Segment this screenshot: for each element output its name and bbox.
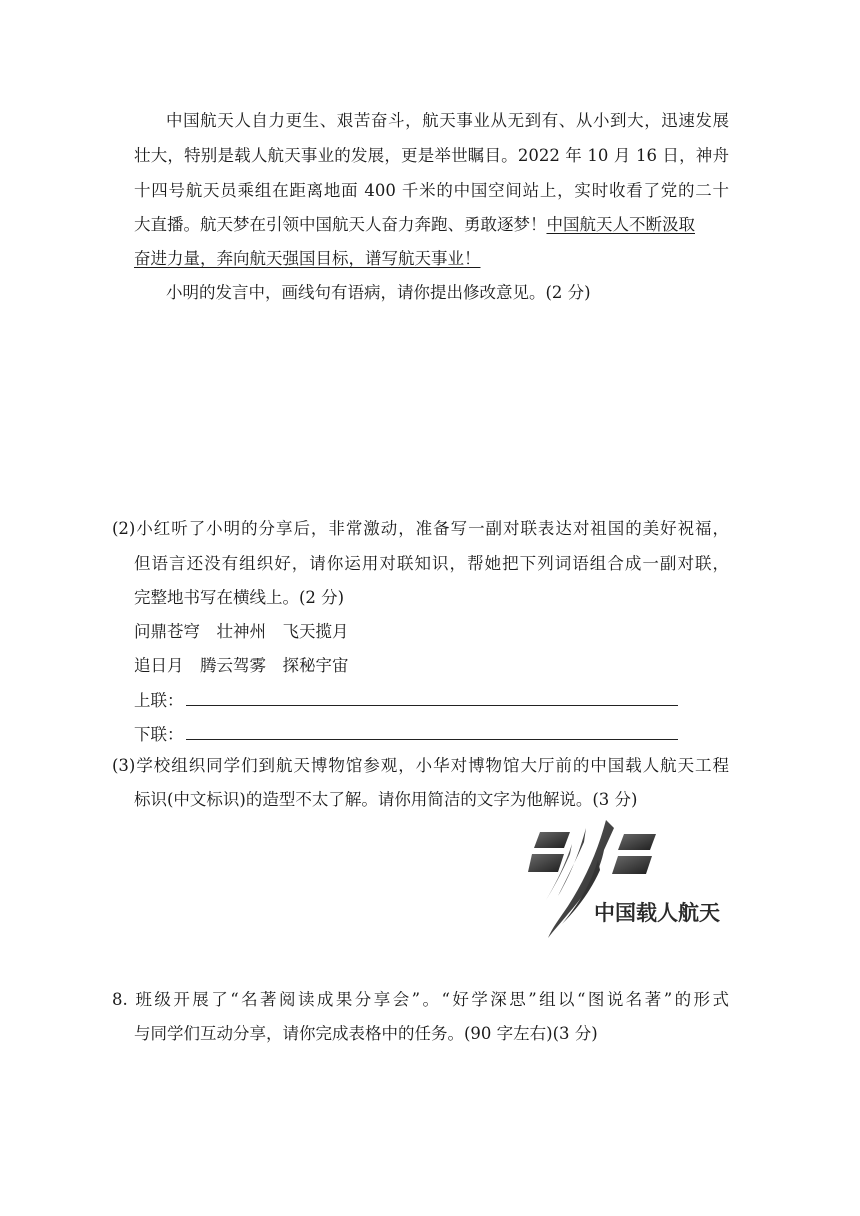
- passage-plain-text: 大直播。航天梦在引领中国航天人奋力奔跑、勇敢逐梦！: [134, 215, 547, 234]
- underlined-sentence-part-2: 奋进力量，奔向航天强国目标，谱写航天事业！: [134, 249, 481, 268]
- q2-line-3: 完整地书写在横线上。(2 分): [134, 588, 345, 607]
- upper-couplet-blank[interactable]: [186, 689, 678, 706]
- q1-prompt: 小明的发言中，画线句有语病，请你提出修改意见。(2 分): [166, 283, 591, 302]
- china-manned-space-logo: [528, 820, 728, 938]
- q2-line-2: 但语言还没有组织好，请你运用对联知识，帮她把下列词语组合成一副对联，: [134, 554, 729, 573]
- lower-couplet-blank[interactable]: [186, 723, 678, 740]
- lower-couplet-label: 下联：: [134, 725, 184, 744]
- logo-caption: 中国载人航天: [594, 901, 720, 925]
- word-options-row-1: 问鼎苍穹 壮神州 飞天揽月: [134, 622, 349, 641]
- passage-line-3: 十四号航天员乘组在距离地面 400 千米的中国空间站上，实时收看了党的二十: [134, 181, 729, 200]
- passage-line-4: [134, 214, 729, 236]
- upper-couplet-row: [134, 689, 678, 712]
- upper-couplet-label: 上联：: [134, 691, 184, 710]
- q3-line-2: 标识(中文标识)的造型不太了解。请你用简洁的文字为他解说。(3 分): [134, 790, 638, 809]
- q8-line-1: 8. 班级开展了“名著阅读成果分享会”。“好学深思”组以“图说名著”的形式: [112, 990, 729, 1009]
- lower-couplet-row: [134, 723, 678, 746]
- passage-line-5: [134, 248, 481, 270]
- passage-line-2: 壮大，特别是载人航天事业的发展，更是举世瞩目。2022 年 10 月 16 日，神舟: [134, 146, 729, 165]
- passage-line-1: 中国航天人自力更生、艰苦奋斗，航天事业从无到有、从小到大，迅速发展: [166, 111, 729, 130]
- q2-line-1: (2)小红听了小明的分享后，非常激动，准备写一副对联表达对祖国的美好祝福，: [112, 519, 729, 538]
- q3-line-1: (3)学校组织同学们到航天博物馆参观，小华对博物馆大厅前的中国载人航天工程: [112, 756, 729, 775]
- word-options-row-2: 追日月 腾云驾雾 探秘宇宙: [134, 656, 349, 675]
- q8-line-2: 与同学们互动分享，请你完成表格中的任务。(90 字左右)(3 分): [134, 1024, 598, 1043]
- underlined-sentence-part-1: 中国航天人不断汲取: [546, 215, 695, 234]
